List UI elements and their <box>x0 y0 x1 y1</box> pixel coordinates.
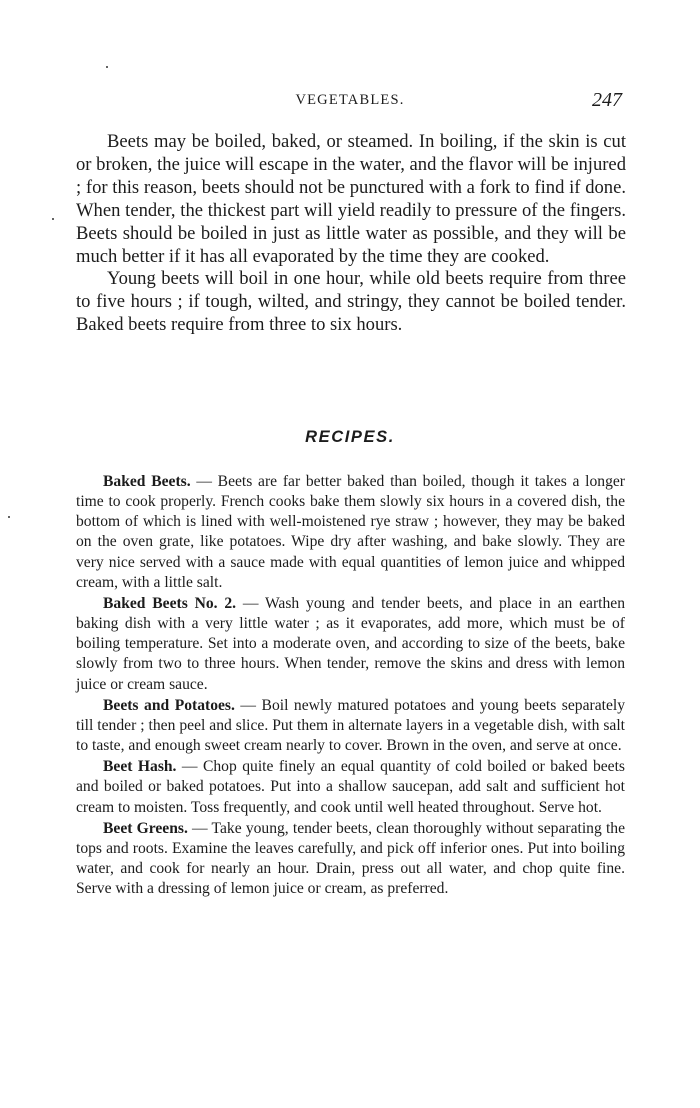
recipe-text: — Take young, tender beets, clean thoroughly without separating the tops and roots. Examine the leaves carefully, and pick off inferior ones. Put into boiling water, and cook for nearly an hour. Drain, press out all water, and chop quite fine. Serve with a dressing of lemon juice or cream, as preferred. <box>76 819 625 898</box>
recipe-title: Baked Beets No. 2. <box>103 594 237 612</box>
recipe-item <box>76 757 625 817</box>
page-number: 247 <box>592 89 622 111</box>
recipe-item <box>76 819 625 900</box>
recipe-title: Beet Greens. <box>103 819 188 837</box>
recipe-title: Beet Hash. <box>103 758 177 776</box>
ink-speck <box>106 66 108 68</box>
recipe-title: Beets and Potatoes. <box>103 696 235 714</box>
recipe-text: — Boil newly matured potatoes and young beets separately till tender ; then peel and slice. Put them in alternate layers in a vegetable dish, with salt to taste, and enough sweet cream nearly to cover. Brown in the oven, and serve at once. <box>76 696 625 755</box>
recipe-item <box>76 594 625 695</box>
recipe-item <box>76 472 625 593</box>
paragraph: Young beets will boil in one hour, while old beets require from three to five hours ; if tough, wilted, and stringy, they cannot be boiled tender. Baked beets require from three to six hours. <box>76 268 626 336</box>
ink-speck <box>52 218 54 220</box>
page-header <box>0 89 700 114</box>
intro-text <box>76 131 626 337</box>
recipes-heading: RECIPES. <box>305 428 395 446</box>
recipes-list <box>76 472 625 900</box>
recipe-text: — Beets are far better baked than boiled, though it takes a longer time to cook properly. French cooks bake them slowly six hours in a covered dish, the bottom of which is lined with well-moistened rye straw ; however, they may be baked on the oven grate, like potatoes. Wipe dry after washing, and bake slowly. They are very nice served with a sauce made with equal quantities of lemon juice and whipped cream, with a little salt. <box>76 473 625 591</box>
running-title: VEGETABLES. <box>295 92 405 108</box>
recipe-title: Baked Beets. <box>103 473 191 490</box>
recipe-text: — Chop quite finely an equal quantity of cold boiled or baked beets and boiled or baked potatoes. Put into a shallow saucepan, add salt and sufficient hot cream to moisten. Toss frequently, and cook until well heated throughout. Serve hot. <box>76 758 625 816</box>
recipe-item <box>76 696 625 756</box>
paragraph: Beets may be boiled, baked, or steamed. In boiling, if the skin is cut or broken, the juice will escape in the water, and the flavor will be injured ; for this reason, beets should not be punctured with a fork to find if done. When tender, the thickest part will yield readily to pressure of the fingers. Beets should be boiled in just as little water as possible, and they will be much better if it has all evaporated by the time they are cooked. <box>76 131 626 267</box>
recipe-text: — Wash young and tender beets, and place in an earthen baking dish with a very little water ; as it evaporates, add more, which must be of boiling temperature. Set into a moderate oven, and according to size of the beets, bake slowly from two to three hours. When tender, remove the skins and dress with lemon juice or cream sauce. <box>76 594 625 693</box>
ink-speck <box>8 516 10 518</box>
